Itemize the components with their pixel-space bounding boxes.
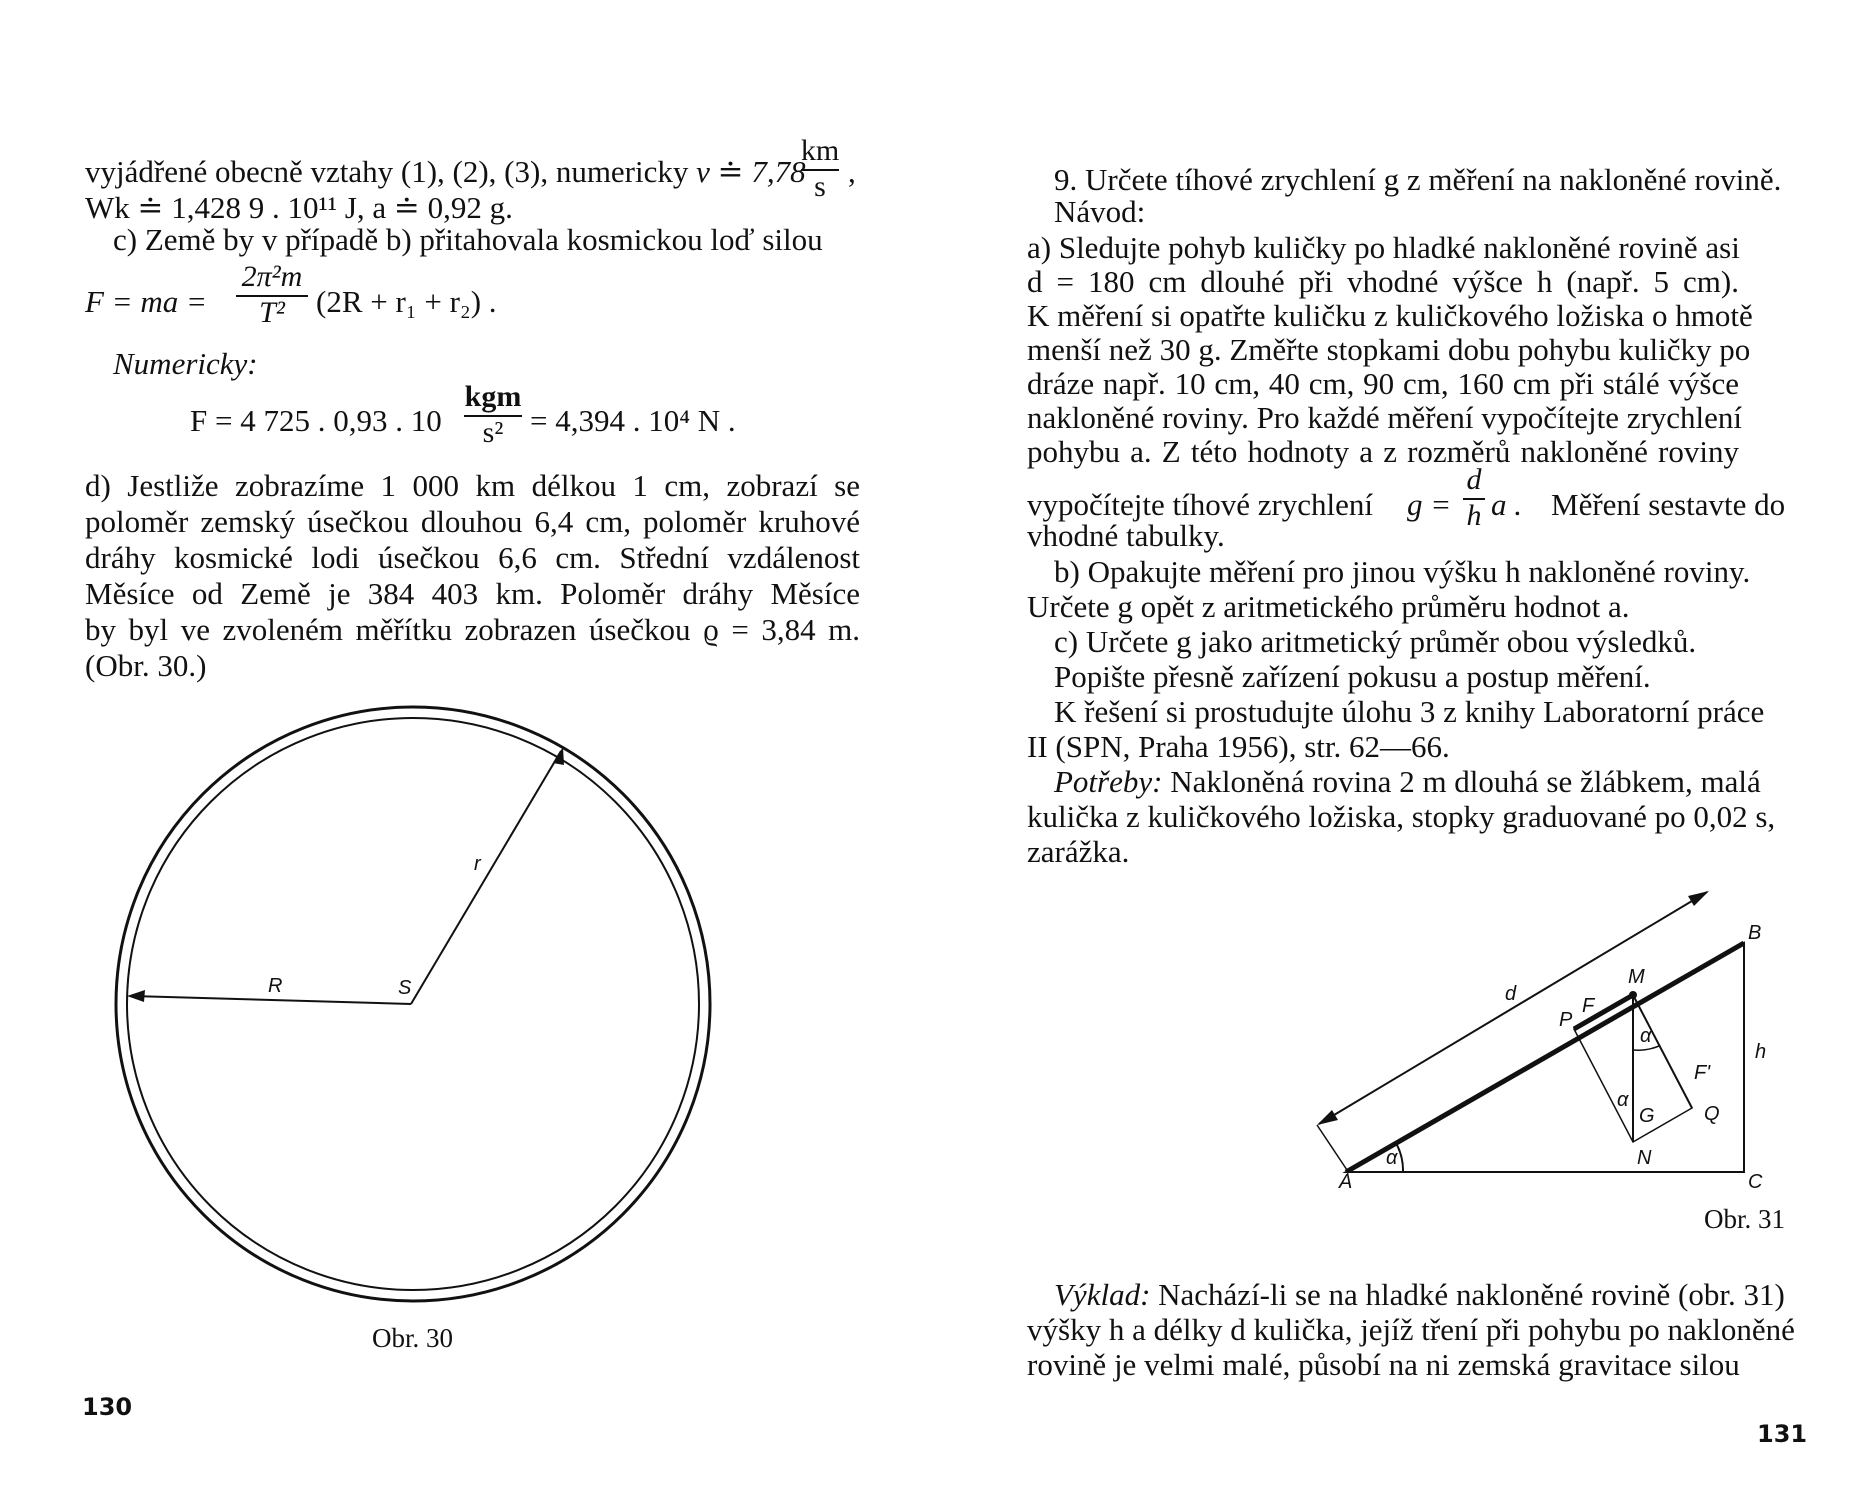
comma: ,	[848, 154, 856, 189]
label-N: N	[1637, 1147, 1652, 1169]
force-formula-rhs: (2R + r₁ + r₂) .	[316, 284, 497, 319]
radius-R-line	[132, 996, 411, 1004]
d-extension-line	[1317, 1125, 1347, 1170]
label-F: F	[1582, 995, 1595, 1017]
label-F-prime: F'	[1694, 1062, 1711, 1084]
orbit-circle	[116, 707, 710, 1301]
label-alpha-3: α	[1617, 1089, 1629, 1111]
dimension-d-line	[1319, 892, 1707, 1124]
vyklad-text-3: rovině je velmi malé, působí na ni zemská gravitace silou	[1027, 1347, 1740, 1382]
k-line-2: II (SPN, Praha 1956), str. 62—66.	[1027, 729, 1450, 764]
potreby-text-2: kulička z kuličkového ložiska, stopky graduované po 0,02 s,	[1027, 799, 1776, 834]
potreby-text-3: zarážka.	[1027, 834, 1130, 869]
fraction-h: h	[1466, 499, 1482, 532]
incline-surface	[1346, 943, 1744, 1172]
label-h: h	[1755, 1041, 1767, 1063]
a-line-3: K měření si opatřte kuličku z kuličkového ložiska o hmotě	[1027, 298, 1753, 333]
d-line-3: dráhy kosmické lodi úsečkou 6,6 cm. Střední vzdálenost	[85, 540, 860, 575]
formula-outro: Měření sestavte do	[1551, 487, 1786, 522]
label-G: G	[1639, 1105, 1655, 1127]
label-B: B	[1748, 922, 1762, 944]
d-line-5: by byl ve zvoleném měřítku zobrazen úsečkou ϱ = 3,84 m.	[85, 612, 860, 647]
velocity-value: v ≐ 7,78	[696, 154, 806, 189]
label-A: A	[1339, 1171, 1353, 1193]
popiste-line: Popište přesně zařízení pokusu a postup měření.	[1054, 659, 1651, 694]
label-r: r	[474, 853, 481, 875]
d-line-6: (Obr. 30.)	[85, 648, 207, 683]
label-C: C	[1748, 1171, 1763, 1193]
label-alpha-2: α	[1640, 1025, 1652, 1047]
force-formula-lhs: F = ma =	[85, 284, 207, 319]
d-line-1: d) Jestliže zobrazíme 1 000 km délkou 1 cm, zobrazí se	[85, 468, 860, 503]
radius-R-arrowhead	[127, 990, 145, 1002]
c-line: c) Určete g jako aritmetický průměr obou výsledků.	[1054, 624, 1697, 659]
formula-intro: vypočítejte tíhové zrychlení	[1027, 487, 1374, 522]
a-line-1: a) Sledujte pohyb kuličky po hladké nakloněné rovině asi	[1027, 230, 1740, 265]
numeric-force-rhs: = 4,394 . 10⁴ N .	[530, 403, 736, 438]
b-line-2: Určete g opět z aritmetického průměru hodnot a.	[1027, 589, 1630, 624]
page-number-right: 131	[1757, 1420, 1808, 1448]
figure-31-caption: Obr. 31	[1704, 1204, 1785, 1234]
page-number-left: 130	[82, 1393, 133, 1421]
d-line-2: poloměr zemský úsečkou dlouhou 6,4 cm, poloměr kruhové	[85, 504, 860, 539]
vyklad-line	[1054, 1277, 1785, 1313]
km-unit: km	[800, 134, 840, 167]
navod-label: Návod:	[1054, 194, 1146, 229]
label-alpha: α	[1386, 1147, 1398, 1169]
figure-30-caption: Obr. 30	[372, 1323, 453, 1353]
vyklad-label: Výklad:	[1054, 1277, 1151, 1312]
right-page	[937, 0, 1874, 1500]
label-M: M	[1628, 966, 1645, 988]
numericky-label: Numericky:	[113, 346, 258, 381]
potreby-label: Potřeby:	[1054, 764, 1163, 799]
d-line-4: Měsíce od Země je 384 403 km. Poloměr dráhy Měsíce	[85, 576, 860, 611]
radius-r-line	[411, 751, 561, 1004]
potreby-text-1: Nakloněná rovina 2 m dlouhá se žlábkem, malá	[1162, 764, 1761, 799]
vyklad-text-2: výšky h a délky d kulička, jejíž tření při pohybu po nakloněné	[1027, 1312, 1795, 1347]
b-line-1: b) Opakujte měření pro jinou výšku h nakloněné roviny.	[1054, 554, 1751, 589]
formula-a: a .	[1491, 487, 1522, 522]
a-line-4: menší než 30 g. Změřte stopkami dobu pohybu kuličky po	[1027, 332, 1751, 367]
label-d: d	[1505, 983, 1517, 1005]
a-line-5: dráze např. 10 cm, 40 cm, 90 cm, 160 cm při stálé výšce	[1027, 366, 1739, 401]
k-line-1: K řešení si prostudujte úlohu 3 z knihy Laboratorní práce	[1054, 694, 1765, 729]
force-denominator: T²	[259, 296, 285, 329]
point-M	[1629, 991, 1637, 999]
earth-circle	[127, 718, 699, 1290]
label-S: S	[398, 977, 412, 999]
kgm-unit: kgm	[464, 380, 522, 413]
results-text: vyjádřené obecně vztahy (1), (2), (3), numericky	[85, 154, 689, 189]
incline-figure	[937, 0, 1874, 1500]
dimension-d-arrow-down	[1317, 1110, 1338, 1125]
label-P: P	[1559, 1009, 1573, 1031]
task-9-title: 9. Určete tíhové zrychlení g z měření na nakloněné rovině.	[1054, 162, 1782, 197]
table-line: vhodné tabulky.	[1027, 518, 1225, 553]
s2-unit: s²	[482, 416, 504, 449]
formula-g: g =	[1407, 487, 1452, 522]
dimension-d-arrow-up	[1688, 891, 1709, 906]
label-Q: Q	[1704, 1103, 1720, 1125]
s-unit: s	[814, 170, 826, 203]
force-numerator: 2π²m	[241, 260, 303, 293]
label-R: R	[268, 975, 283, 997]
fraction-d: d	[1466, 463, 1482, 496]
a-line-7: pohybu a. Z této hodnoty a z rozměrů nakloněné roviny	[1027, 434, 1739, 469]
a-line-2: d = 180 cm dlouhé při vhodné výšce h (např. 5 cm).	[1027, 264, 1739, 299]
a-line-6: nakloněné roviny. Pro každé měření vypočítejte zrychlení	[1027, 400, 1743, 435]
energy-accel-line: Wk ≐ 1,428 9 . 10¹¹ J, a ≐ 0,92 g.	[85, 190, 513, 225]
force-Fprime-vector	[1633, 995, 1692, 1108]
numeric-force-lhs: F = 4 725 . 0,93 . 10	[190, 403, 442, 438]
c-paragraph: c) Země by v případě b) přitahovala kosmickou loď silou	[113, 222, 823, 257]
vyklad-text-1: Nachází-li se na hladké nakloněné rovině (obr. 31)	[1150, 1277, 1785, 1312]
